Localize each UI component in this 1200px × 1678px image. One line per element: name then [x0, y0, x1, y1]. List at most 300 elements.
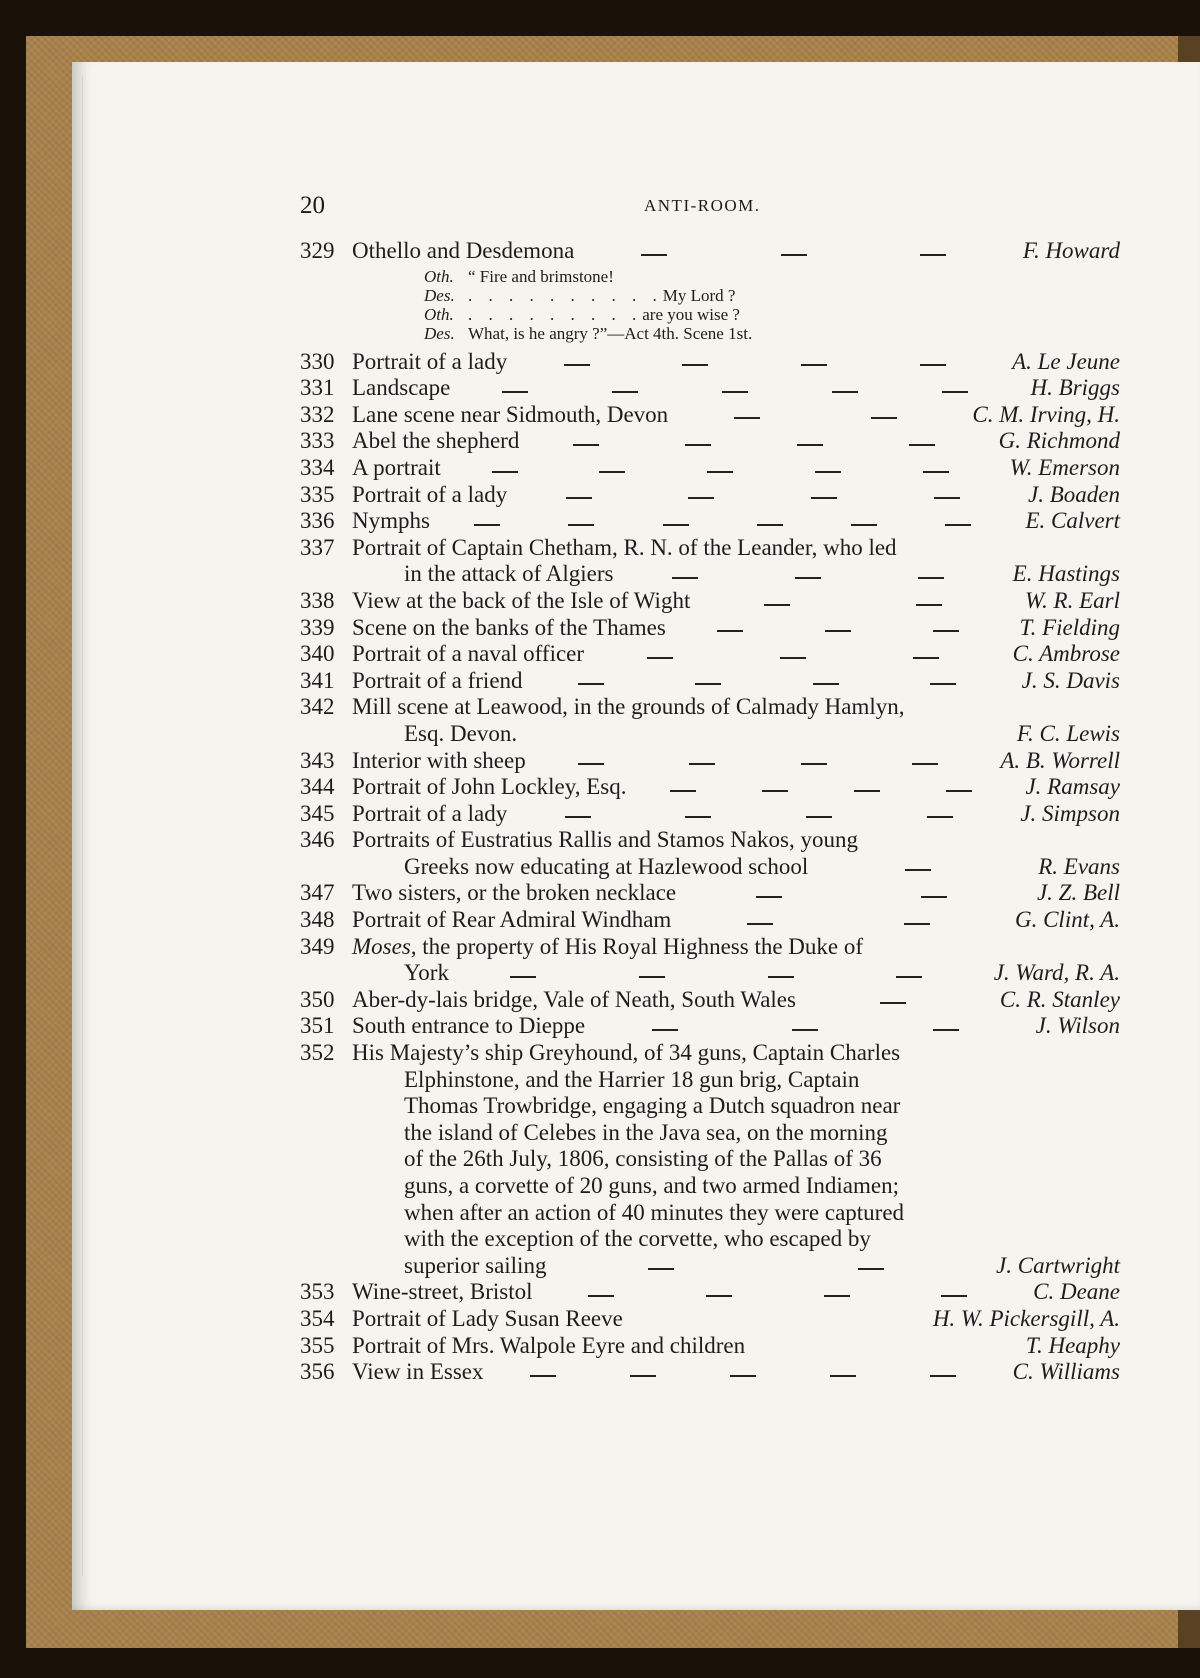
leader-dashes	[690, 604, 1015, 615]
leader-dash	[566, 497, 592, 499]
leader-dash	[813, 683, 839, 685]
leader-dash	[913, 657, 939, 659]
catalogue-entry	[300, 535, 1120, 588]
leader-dashes	[507, 364, 1002, 375]
leader-dash	[502, 391, 528, 393]
catalogue-entry	[300, 641, 1120, 668]
entry-title-continuation	[352, 1226, 1120, 1253]
entry-body	[352, 1333, 1120, 1360]
entry-title-line	[352, 748, 1120, 775]
entry-number: 331	[300, 375, 335, 401]
entry-artist: J. Boaden	[1028, 481, 1120, 507]
entry-artist: A. B. Worrell	[1000, 747, 1120, 773]
quotation-text: My Lord ?	[662, 285, 736, 305]
entry-title-cont: with the exception of the corvette, who escaped by	[404, 1226, 871, 1252]
leader-dashes	[671, 923, 1005, 934]
leader-dash	[942, 391, 968, 393]
leader-dash	[685, 816, 711, 818]
leader-dash	[492, 471, 518, 473]
leader-dash	[832, 391, 858, 393]
entry-artist: F. C. Lewis	[1016, 720, 1120, 746]
entry-number: 348	[300, 907, 335, 933]
speaker: Des.	[424, 323, 455, 343]
catalogue-entry	[300, 238, 1120, 349]
leader-dash	[682, 364, 708, 366]
leader-dash	[568, 524, 594, 526]
entry-number: 355	[300, 1332, 335, 1358]
leader-dashes	[449, 976, 984, 987]
entry-artist: F. Howard	[1022, 238, 1120, 263]
entry-title-cont: Elphinstone, and the Harrier 18 gun brig, Captain	[404, 1066, 860, 1092]
leader-dash	[830, 1375, 856, 1377]
catalogue-entry	[300, 482, 1120, 509]
leader-dash	[756, 896, 782, 898]
entry-title-cont: the island of Celebes in the Java sea, on the morning	[404, 1119, 888, 1145]
entry-title-continuation	[352, 1093, 1120, 1120]
entry-artist: C. M. Irving, H.	[972, 401, 1120, 427]
entry-artist: T. Fielding	[1019, 614, 1120, 640]
entry-body	[352, 934, 1120, 987]
entry-title: Portrait of Rear Admiral Windham	[352, 907, 672, 933]
leader-dashes	[614, 577, 1003, 588]
entry-artist: J. Z. Bell	[1036, 880, 1120, 906]
leader-dash	[858, 1268, 884, 1270]
entry-number: 336	[300, 508, 335, 534]
entry-number: 342	[300, 694, 335, 720]
catalogue-entry	[300, 880, 1120, 907]
entry-title: Portrait of a lady	[352, 800, 508, 826]
leader-dash	[946, 790, 972, 792]
entry-title-line	[352, 508, 1120, 535]
entry-artist: W. Emerson	[1009, 454, 1120, 480]
leader-dash	[672, 577, 698, 579]
entry-title: Othello and Desdemona	[352, 238, 575, 263]
entry-body	[352, 1013, 1120, 1040]
leader-dash	[797, 444, 823, 446]
leader-dash	[722, 391, 748, 393]
entry-body	[352, 880, 1120, 907]
entry-title: Interior with sheep	[352, 747, 526, 773]
leader-dashes	[507, 497, 1018, 508]
entry-artist: H. Briggs	[1030, 375, 1120, 401]
entry-number: 349	[300, 933, 335, 959]
leader-dash	[927, 816, 953, 818]
entry-title-continuation	[352, 1120, 1120, 1147]
entry-title-line	[352, 907, 1120, 934]
leader-dash	[923, 471, 949, 473]
leader-dashes	[584, 657, 1003, 668]
catalogue-entry	[300, 907, 1120, 934]
leader-dashes	[585, 1029, 1026, 1040]
leader-dash	[921, 896, 947, 898]
leader-dash	[762, 790, 788, 792]
leader-dash	[707, 471, 733, 473]
entry-title-cont: Thomas Trowbridge, engaging a Dutch squadron near	[404, 1093, 901, 1119]
entry-body	[352, 615, 1120, 642]
entry-title-line	[352, 880, 1120, 907]
leader-dash	[905, 869, 931, 871]
catalogue-entry	[300, 402, 1120, 429]
quotation-line	[424, 267, 1120, 286]
entry-number: 337	[300, 534, 335, 560]
entry-title-line	[352, 238, 1120, 265]
quotation-text: are you wise ?	[642, 304, 740, 324]
speaker: Oth.	[424, 266, 454, 286]
entry-artist: C. Deane	[1033, 1279, 1120, 1305]
entry-title-line	[352, 535, 1120, 562]
entry-artist: J. Wilson	[1035, 1013, 1120, 1039]
entry-number: 335	[300, 481, 335, 507]
leader-dash	[588, 1295, 614, 1297]
entry-title-line	[352, 1359, 1120, 1386]
entry-title-continuation	[352, 1200, 1120, 1227]
entry-title-line	[352, 482, 1120, 509]
entry-title: Scene on the banks of the Thames	[352, 614, 666, 640]
entry-title-cont: York	[404, 960, 449, 986]
catalogue-entry	[300, 934, 1120, 987]
catalogue-entry	[300, 1040, 1120, 1279]
entry-title-line	[352, 827, 1120, 854]
leader-dashes	[441, 471, 1000, 482]
catalogue-entry	[300, 1306, 1120, 1333]
leader-dash	[639, 976, 665, 978]
entry-body	[352, 987, 1120, 1014]
entry-artist: E. Hastings	[1012, 561, 1120, 587]
entry-body	[352, 508, 1120, 535]
entry-title: View at the back of the Isle of Wight	[352, 587, 691, 613]
entry-title: His Majesty’s ship Greyhound, of 34 guns, Captain Charles	[352, 1040, 901, 1066]
leader-dash	[945, 524, 971, 526]
leader-dash	[764, 604, 790, 606]
entry-body	[352, 1306, 1120, 1333]
leader-dash	[795, 577, 821, 579]
leader-dash	[688, 497, 714, 499]
catalogue-entry	[300, 508, 1120, 535]
entry-title-cont: when after an action of 40 minutes they were captured	[404, 1199, 905, 1225]
entry-number: 347	[300, 880, 335, 906]
leader-dash	[780, 657, 806, 659]
leader-dashes	[507, 816, 1010, 827]
entry-title: Portrait of a friend	[352, 667, 523, 693]
entry-artist: E. Calvert	[1025, 508, 1120, 534]
entry-title-line	[352, 774, 1120, 801]
quotation-line	[424, 305, 1120, 324]
leader-dash	[920, 364, 946, 366]
quotation-text: What, is he angry ?”—Act 4th. Scene 1st.	[468, 323, 753, 343]
quotation-line	[424, 286, 1120, 305]
catalogue-entry	[300, 1279, 1120, 1306]
leader-dash	[474, 524, 500, 526]
entry-title-line	[352, 668, 1120, 695]
leader-dashes	[430, 524, 1016, 535]
entry-body	[352, 402, 1120, 429]
entry-title: Portrait of Mrs. Walpole Eyre and children	[352, 1332, 746, 1358]
entry-title: A portrait	[352, 454, 441, 480]
entry-artist: J. Simpson	[1020, 800, 1120, 826]
entry-body	[352, 1359, 1120, 1386]
leader-dash	[695, 683, 721, 685]
leader-dash	[599, 471, 625, 473]
entry-title: Abel the shepherd	[352, 428, 520, 454]
entry-title-continuation	[352, 1146, 1120, 1173]
leader-dash	[871, 417, 897, 419]
entry-title: Portrait of a naval officer	[352, 641, 585, 667]
leader-dash	[912, 763, 938, 765]
leader-dash	[920, 254, 946, 256]
entry-title-cont: Greeks now educating at Hazlewood school	[404, 853, 809, 879]
leader-dashes	[450, 391, 1020, 402]
leader-dash	[896, 976, 922, 978]
entry-artist: J. S. Davis	[1021, 667, 1120, 693]
entry-body	[352, 668, 1120, 695]
leader-dash	[916, 604, 942, 606]
entry-title: Aber-dy-lais bridge, Vale of Neath, South Wales	[352, 986, 796, 1012]
entry-artist: G. Richmond	[998, 428, 1120, 454]
entry-number: 330	[300, 348, 335, 374]
leader-dash	[909, 444, 935, 446]
leader-dash	[918, 577, 944, 579]
leader-dash	[689, 763, 715, 765]
leader-dashes	[808, 869, 1028, 880]
catalogue-entry	[300, 774, 1120, 801]
catalogue-entry	[300, 827, 1120, 880]
entry-number: 345	[300, 800, 335, 826]
entry-body	[352, 238, 1120, 349]
entry-title-line	[352, 349, 1120, 376]
catalogue-entry	[300, 801, 1120, 828]
leader-dash	[648, 1268, 674, 1270]
entry-title: Portrait of Captain Chetham, R. N. of the Leander, who led	[352, 534, 897, 560]
entry-artist: W. R. Earl	[1025, 587, 1120, 613]
leader-dash	[717, 630, 743, 632]
entry-title-cont: superior sailing	[404, 1252, 547, 1278]
entry-body	[352, 641, 1120, 668]
entry-title-italic: Moses,	[352, 933, 417, 959]
entry-number: 329	[300, 238, 335, 263]
entry-number: 354	[300, 1305, 335, 1331]
speaker: Des.	[424, 285, 455, 305]
entry-body	[352, 827, 1120, 880]
entry-number: 338	[300, 587, 335, 613]
leader-dash	[573, 444, 599, 446]
catalogue-entry	[300, 455, 1120, 482]
catalogue-entry	[300, 668, 1120, 695]
leader-dash	[663, 524, 689, 526]
leader-dashes	[668, 417, 962, 428]
quotation	[352, 267, 1120, 343]
entry-body	[352, 1279, 1120, 1306]
catalogue-entry	[300, 1013, 1120, 1040]
entry-artist: J. Ramsay	[1025, 774, 1120, 800]
entry-artist: H. W. Pickersgill, A.	[932, 1305, 1120, 1331]
entry-title-cont: guns, a corvette of 20 guns, and two armed Indiamen;	[404, 1173, 900, 1198]
leader-dash	[578, 683, 604, 685]
entry-title-line	[352, 1306, 1120, 1333]
leader-dash	[815, 471, 841, 473]
entry-title: View in Essex	[352, 1359, 484, 1385]
entry-title-continuation	[352, 721, 1120, 748]
leader-dash	[801, 763, 827, 765]
leader-dash	[685, 444, 711, 446]
entry-number: 340	[300, 641, 335, 667]
leader-dashes	[666, 630, 1010, 641]
leader-dash	[747, 923, 773, 925]
leader-dashes	[626, 790, 1015, 801]
entry-title-line	[352, 1040, 1120, 1067]
entry-title: Portrait of John Lockley, Esq.	[352, 774, 627, 800]
leader-dashes	[532, 1295, 1023, 1306]
entry-title-line	[352, 1013, 1120, 1040]
entry-number: 332	[300, 401, 335, 427]
catalogue-entry	[300, 349, 1120, 376]
entry-title: Lane scene near Sidmouth, Devon	[352, 401, 669, 427]
catalogue-entry	[300, 588, 1120, 615]
leader-dash	[934, 497, 960, 499]
leader-dash	[806, 816, 832, 818]
entry-title: Two sisters, or the broken necklace	[352, 880, 677, 906]
entry-body	[352, 1040, 1120, 1279]
entry-body	[352, 774, 1120, 801]
entry-title: Portrait of Lady Susan Reeve	[352, 1305, 623, 1331]
catalogue-entry	[300, 615, 1120, 642]
entry-title-line	[352, 615, 1120, 642]
entry-title-continuation	[352, 561, 1120, 588]
leader-dash	[510, 976, 536, 978]
entry-number: 353	[300, 1279, 335, 1305]
catalogue-entry	[300, 375, 1120, 402]
leader-dashes	[523, 683, 1012, 694]
leader-dash	[811, 497, 837, 499]
entry-number: 351	[300, 1013, 335, 1039]
entry-artist: C. R. Stanley	[999, 986, 1120, 1012]
entry-number: 352	[300, 1040, 335, 1066]
entry-number: 339	[300, 614, 335, 640]
leader-dash	[641, 254, 667, 256]
leader-dashes	[676, 896, 1027, 907]
leader-dash	[904, 923, 930, 925]
leader-dash	[941, 1295, 967, 1297]
leader-dash	[647, 657, 673, 659]
entry-artist: R. Evans	[1038, 853, 1120, 879]
leader-dashes	[796, 1002, 990, 1013]
entry-artist: T. Heaphy	[1025, 1332, 1120, 1358]
leader-dash	[564, 364, 590, 366]
entry-body	[352, 907, 1120, 934]
entry-title: Landscape	[352, 375, 451, 401]
catalogue-entry	[300, 1359, 1120, 1386]
entry-body	[352, 455, 1120, 482]
leader-dash	[757, 524, 783, 526]
entry-artist: C. Williams	[1012, 1359, 1120, 1385]
leader-dash	[933, 1029, 959, 1031]
page-edge	[82, 76, 113, 1576]
catalogue-entry	[300, 1333, 1120, 1360]
leader-dash	[670, 790, 696, 792]
running-head: ANTI-ROOM.	[644, 196, 761, 215]
entry-body	[352, 748, 1120, 775]
entry-number: 343	[300, 747, 335, 773]
entry-body	[352, 349, 1120, 376]
leader-dash	[851, 524, 877, 526]
leader-dash	[854, 790, 880, 792]
entry-number: 356	[300, 1359, 335, 1385]
catalogue-entry	[300, 694, 1120, 747]
entry-title: Portrait of a lady	[352, 481, 508, 507]
leader-dash	[825, 630, 851, 632]
entry-title-line	[352, 1279, 1120, 1306]
entry-title-continuation	[352, 960, 1120, 987]
entry-body	[352, 801, 1120, 828]
leader-dashes	[526, 763, 991, 774]
entry-title: Wine-street, Bristol	[352, 1279, 533, 1305]
catalogue-entry	[300, 428, 1120, 455]
entry-body	[352, 482, 1120, 509]
entry-body	[352, 428, 1120, 455]
leader-dashes	[574, 254, 1013, 265]
ellipsis-dots: . . . . . . . . .	[468, 304, 643, 324]
leader-dash	[801, 364, 827, 366]
entry-title-cont: in the attack of Algiers	[404, 561, 614, 587]
entry-title-continuation	[352, 1067, 1120, 1094]
leader-dash	[880, 1002, 906, 1004]
entry-title-cont: Esq. Devon.	[404, 720, 518, 746]
quotation-line	[424, 324, 1120, 343]
leader-dash	[930, 1375, 956, 1377]
entry-title: Mill scene at Leawood, in the grounds of Calmady Hamlyn,	[352, 694, 905, 720]
entry-body	[352, 694, 1120, 747]
leader-dash	[930, 683, 956, 685]
entry-title-line	[352, 1333, 1120, 1360]
entry-body	[352, 588, 1120, 615]
entry-title-cont: of the 26th July, 1806, consisting of the Pallas of 36	[404, 1146, 882, 1172]
entry-title: Moses, the property of His Royal Highness the Duke of	[352, 933, 864, 959]
entry-title-line	[352, 588, 1120, 615]
leader-dash	[730, 1375, 756, 1377]
catalogue-entry	[300, 748, 1120, 775]
entry-artist: J. Ward, R. A.	[993, 960, 1120, 986]
catalogue-entry	[300, 987, 1120, 1014]
entry-title-continuation	[352, 1173, 1120, 1200]
leader-dashes	[519, 444, 988, 455]
entry-number: 341	[300, 667, 335, 693]
entry-number: 333	[300, 428, 335, 454]
entry-body	[352, 535, 1120, 588]
entry-number: 346	[300, 827, 335, 853]
leader-dash	[933, 630, 959, 632]
entry-title-continuation	[352, 854, 1120, 881]
leader-dash	[792, 1029, 818, 1031]
entry-title-line	[352, 402, 1120, 429]
leader-dash	[530, 1375, 556, 1377]
entry-title-line	[352, 428, 1120, 455]
entry-body	[352, 375, 1120, 402]
entry-title-line	[352, 694, 1120, 721]
leader-dashes	[546, 1268, 986, 1279]
speaker: Oth.	[424, 304, 454, 324]
entry-number: 350	[300, 986, 335, 1012]
leader-dash	[578, 763, 604, 765]
leader-dash	[630, 1375, 656, 1377]
quotation-text: “ Fire and brimstone!	[468, 266, 614, 286]
page-header	[300, 192, 1120, 226]
leader-dash	[768, 976, 794, 978]
entry-artist: J. Cartwright	[996, 1252, 1120, 1278]
page-number: 20	[300, 192, 325, 219]
entry-title-line	[352, 641, 1120, 668]
leader-dash	[781, 254, 807, 256]
leader-dash	[652, 1029, 678, 1031]
entry-title-line	[352, 375, 1120, 402]
